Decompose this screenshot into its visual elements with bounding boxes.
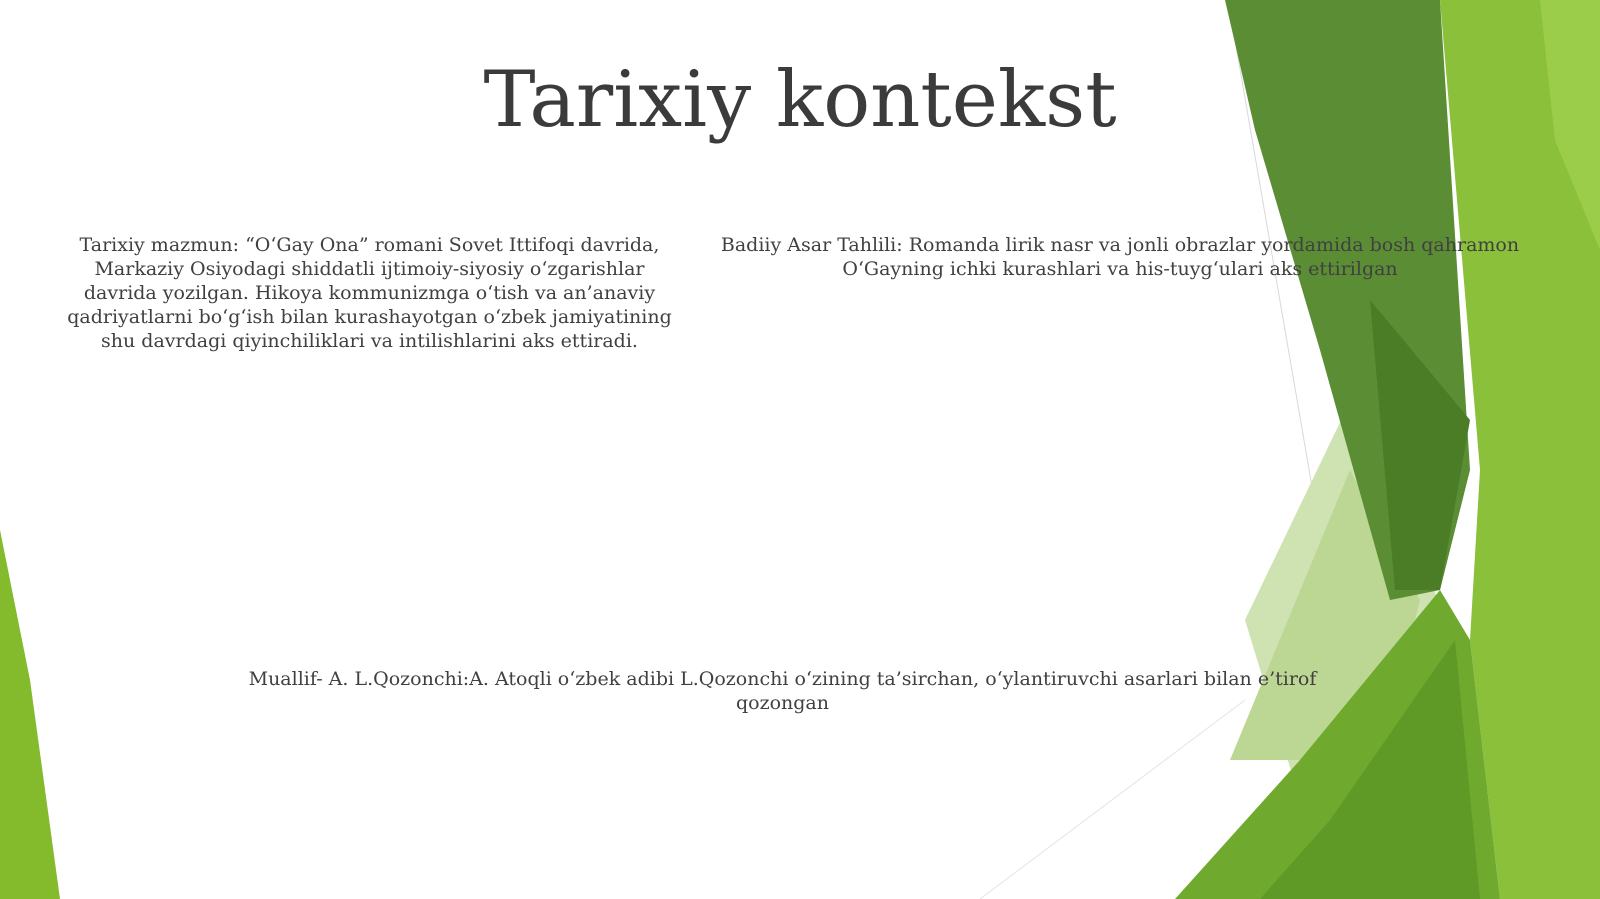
left-green-sliver xyxy=(0,530,60,899)
slide-title: Tarixiy kontekst xyxy=(483,55,1117,145)
author-text: Muallif- A. L.Qozonchi:A. Atoqli o‘zbek adibi L.Qozonchi o‘zining ta’sirchan, o‘ylantiruvchi asarlari bilan e’tirof qozongan xyxy=(248,668,1317,714)
historical-context-text: Tarixiy mazmun: “O‘Gay Ona” romani Sovet Ittifoqi davrida, Markaziy Osiyodagi shiddatli ijtimoiy-siyosiy o‘zgarishlar davrida yozilgan. Hikoya kommunizmga o‘tish va an’anaviy qadriyatlarni bo‘g‘ish bilan kurashayotgan o‘zbek jamiyatining shu davrdagi qiyinchiliklari va intilishlarini aks ettiradi. xyxy=(67,234,672,352)
literary-analysis-text: Badiiy Asar Tahlili: Romanda lirik nasr va jonli obrazlar yordamida bosh qahramon O‘Gayning ichki kurashlari va his-tuyg‘ulari aks ettirilgan xyxy=(720,234,1520,280)
